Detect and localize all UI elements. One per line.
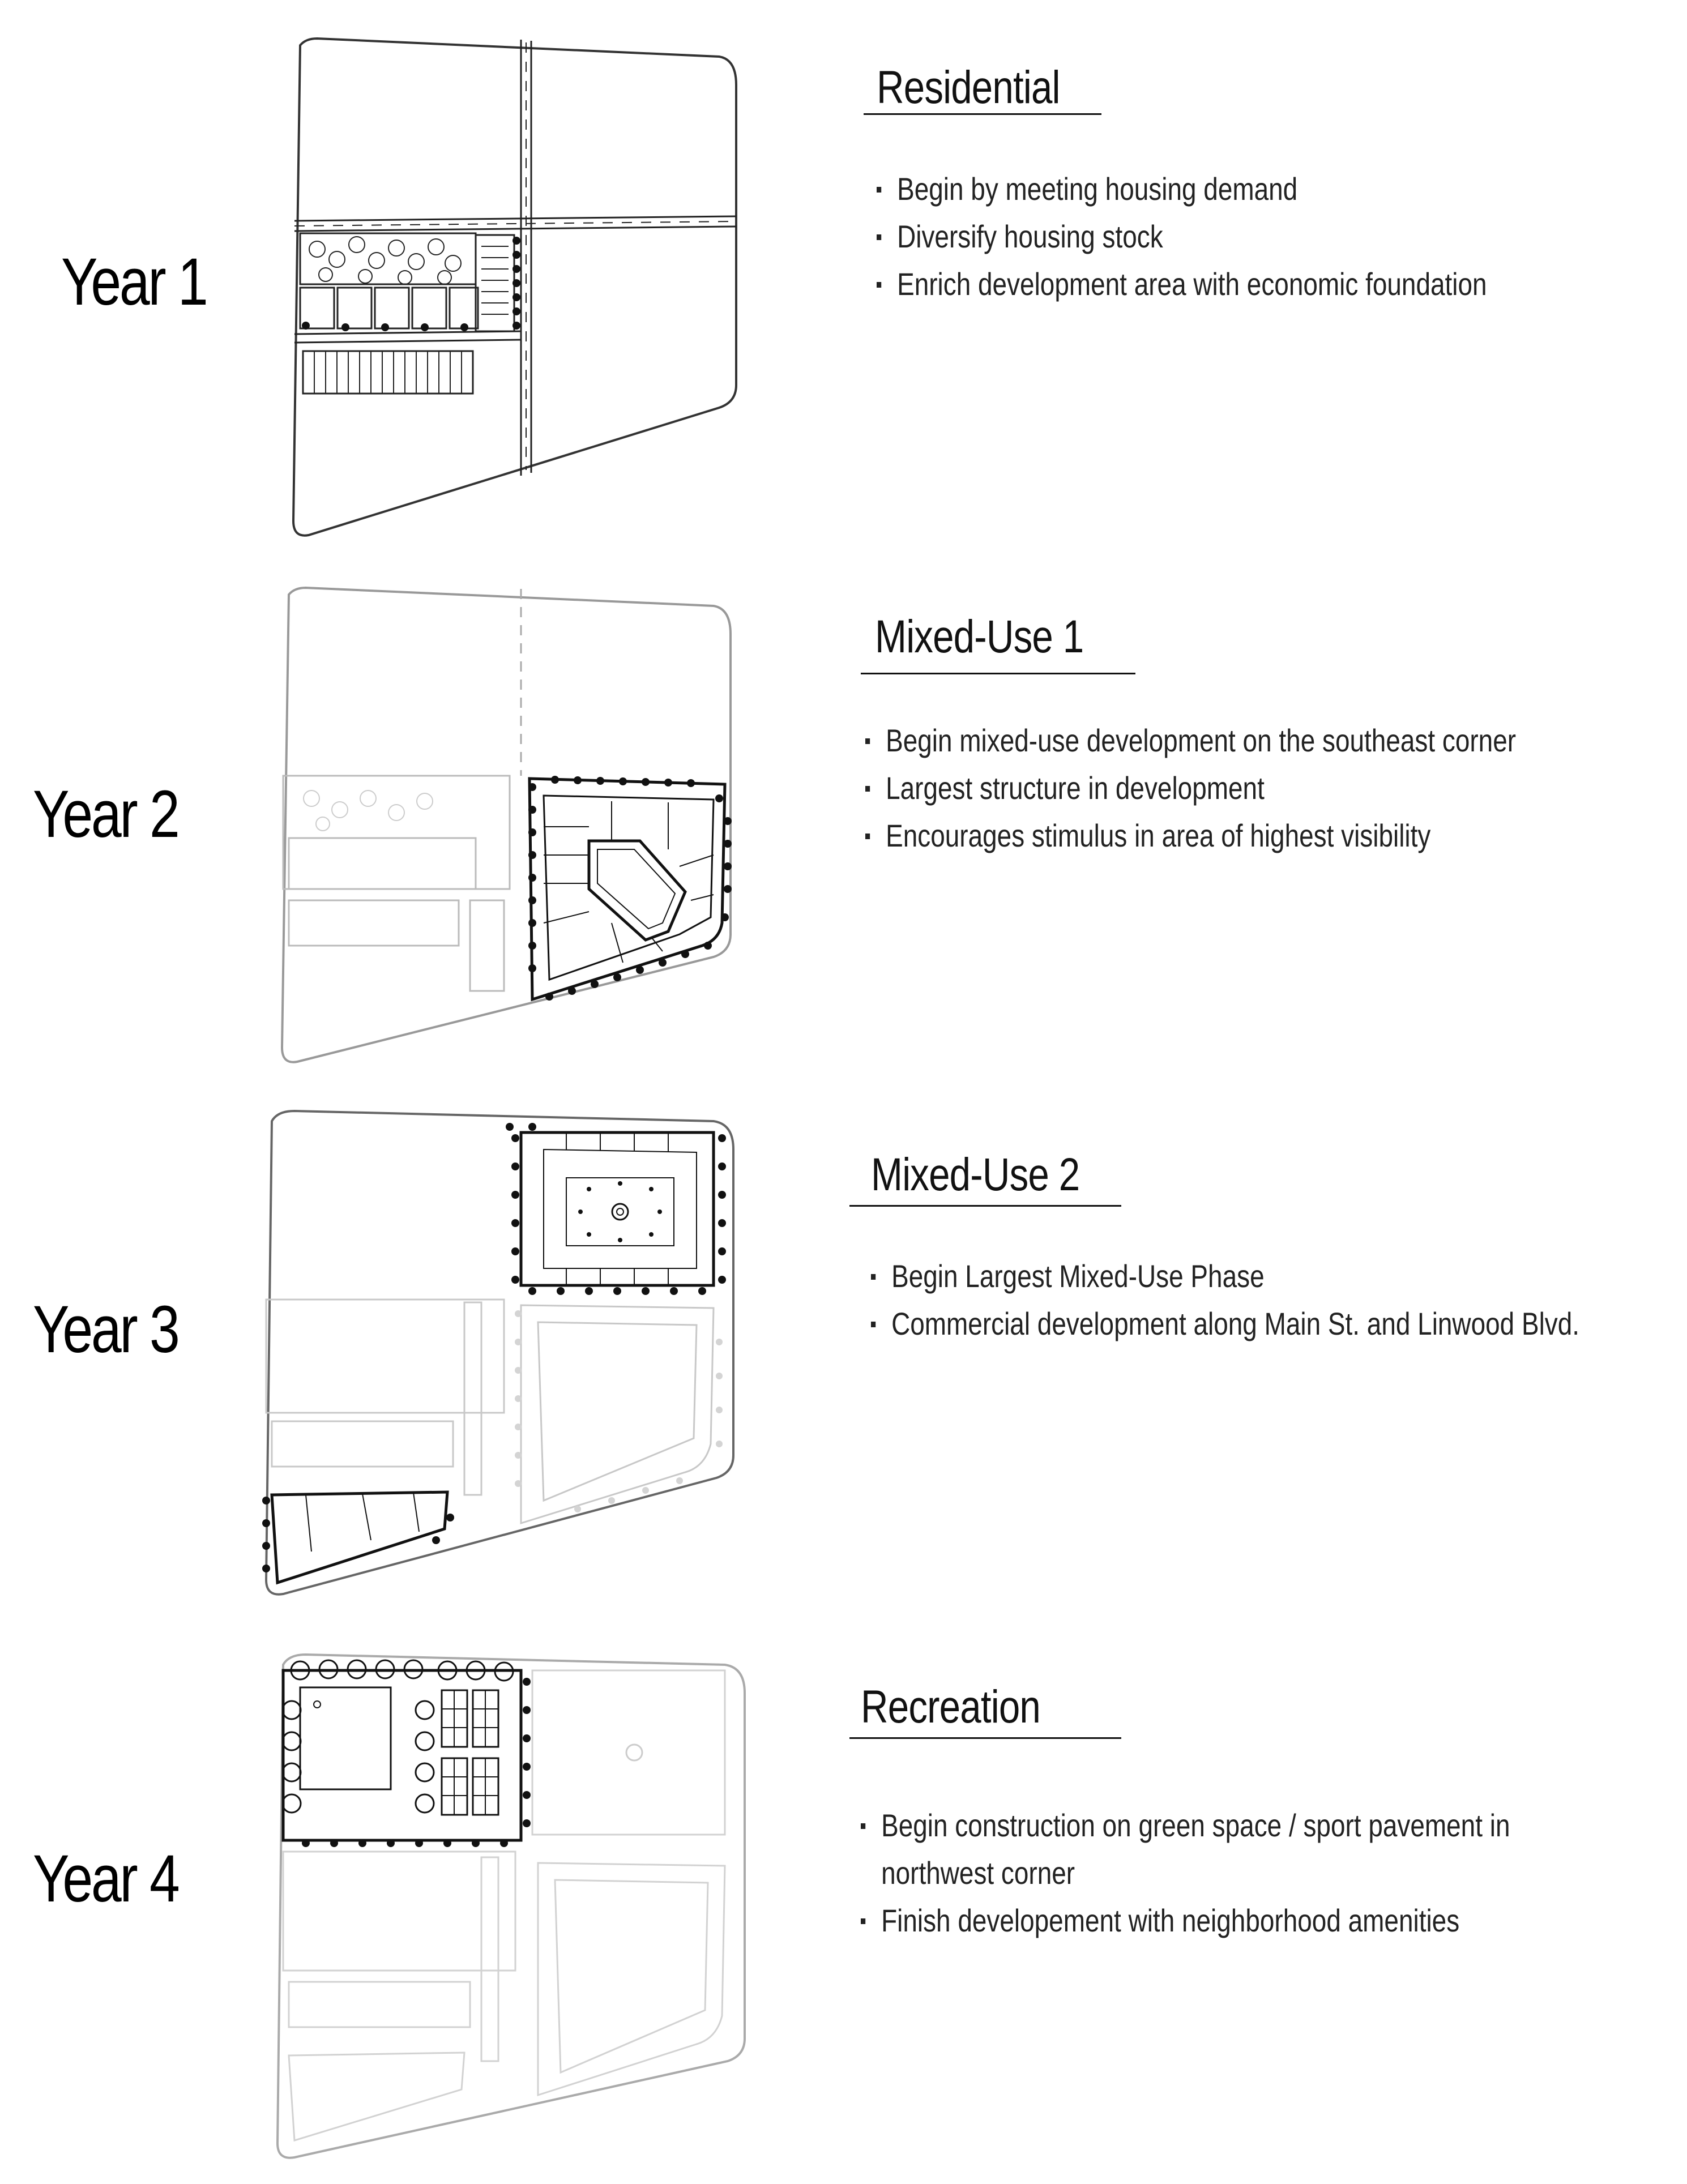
heading-underline: [849, 1737, 1121, 1739]
phase-year-4: [0, 1636, 1687, 2184]
bullet-item: Enrich development area with economic foundation: [877, 260, 1487, 308]
phase-year-2: [0, 572, 1687, 1082]
phase-heading: Mixed-Use 1: [875, 611, 1084, 663]
bullet-item: Begin Largest Mixed-Use Phase: [871, 1253, 1579, 1300]
site-plan-year-4: [260, 1648, 759, 2174]
year-label: Year 1: [61, 245, 207, 319]
phase-year-1: [0, 0, 1687, 544]
phase-heading: Mixed-Use 2: [871, 1149, 1080, 1200]
bullet-item: Begin construction on green space / sport pavement in northwest corner: [861, 1802, 1592, 1897]
heading-underline: [849, 1205, 1121, 1207]
bullet-item: Diversify housing stock: [877, 213, 1487, 260]
bullet-item: Commercial development along Main St. and Linwood Blvd.: [871, 1300, 1579, 1348]
bullet-item: Finish developement with neighborhood amenities: [861, 1897, 1592, 1944]
year-label: Year 2: [33, 777, 178, 852]
site-plan-year-1: [283, 34, 753, 544]
phase-heading: Residential: [877, 62, 1060, 113]
phase-bullet-list: [861, 1802, 1687, 1944]
bullet-item: Begin mixed-use development on the southeast corner: [865, 717, 1516, 764]
bullet-item: Encourages stimulus in area of highest visibility: [865, 812, 1516, 860]
phase-bullet-list: [865, 717, 1659, 860]
year-label: Year 4: [33, 1841, 178, 1916]
site-plan-year-3: [249, 1104, 748, 1602]
bullet-item: Largest structure in development: [865, 764, 1516, 812]
heading-underline: [864, 113, 1101, 115]
bullet-item: Begin by meeting housing demand: [877, 165, 1487, 213]
phase-bullet-list: [871, 1253, 1687, 1348]
year-label: Year 3: [33, 1292, 178, 1367]
phase-year-3: [0, 1104, 1687, 1625]
heading-underline: [861, 673, 1135, 674]
phase-bullet-list: [877, 165, 1621, 308]
site-plan-year-2: [272, 583, 753, 1070]
phase-heading: Recreation: [861, 1681, 1040, 1733]
